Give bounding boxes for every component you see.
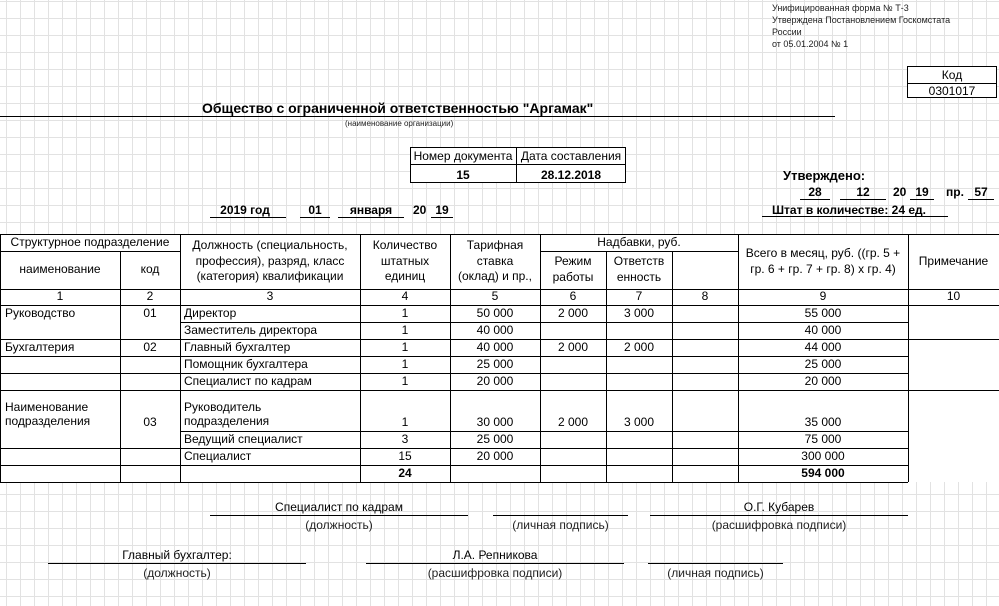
col-number: 10	[946, 289, 961, 303]
sig2-signature-line	[648, 563, 783, 564]
header-bonus: Надбавки, руб.	[540, 234, 738, 251]
row-position: Специалист	[184, 449, 252, 463]
sig1-position-hint: (должность)	[305, 518, 373, 532]
org-name-underline	[0, 116, 835, 117]
row-total: 75 000	[804, 432, 842, 446]
approved-label: Утверждено:	[783, 168, 866, 183]
approved-month: 12	[856, 185, 870, 199]
code-label: Код	[908, 67, 996, 84]
row-bonus-mode: 2 000	[557, 306, 589, 320]
header-total: Всего в месяц, руб. ((гр. 5 + гр. 6 + гр. 7 + гр. 8) х гр. 4)	[738, 234, 908, 289]
approved-year-prefix: 20	[893, 185, 907, 199]
period-year: 19	[435, 203, 449, 217]
row-code: 01	[143, 306, 157, 320]
row-rate: 30 000	[476, 415, 514, 429]
sig2-position-hint: (должность)	[143, 566, 211, 580]
row-total: 20 000	[804, 374, 842, 388]
form-note-line-2: Утверждена Постановлением Госкомстата	[772, 15, 951, 25]
form-note-line-4: от 05.01.2004 № 1	[772, 39, 849, 49]
row-rate: 25 000	[476, 432, 514, 446]
row-dept: Наименование подразделения	[5, 400, 91, 428]
staff-count: Штат в количестве: 24 ед.	[772, 203, 926, 217]
col-number: 6	[569, 289, 577, 303]
row-position: Ведущий специалист	[184, 432, 303, 446]
header-rate: Тарифная ставка (оклад) и пр.,	[450, 234, 540, 289]
row-rate: 25 000	[476, 357, 514, 371]
row-total: 55 000	[804, 306, 842, 320]
form-note-line-1: Унифицированная форма № Т-3	[772, 3, 909, 13]
row-rate: 50 000	[476, 306, 514, 320]
sig1-signature-hint: (личная подпись)	[512, 518, 609, 532]
row-bonus-resp: 2 000	[623, 340, 655, 354]
row-rate: 40 000	[476, 340, 514, 354]
row-total: 300 000	[801, 449, 845, 463]
row-count: 15	[398, 449, 412, 463]
header-bonus-mode: Режим работы	[540, 251, 606, 289]
row-position: Руководитель подразделения	[184, 400, 270, 428]
doc-number-label: Номер документа	[413, 149, 513, 163]
header-bonus-resp: Ответств енность	[606, 251, 672, 289]
row-count: 1	[401, 323, 409, 337]
period-year-text: 2019 год	[220, 203, 270, 217]
row-count: 1	[401, 415, 409, 429]
sig1-signature-line	[493, 515, 628, 516]
approved-day: 28	[808, 185, 822, 199]
col-number: 5	[491, 289, 499, 303]
row-total: 40 000	[804, 323, 842, 337]
row-position: Помощник бухгалтера	[184, 357, 308, 371]
row-rate: 20 000	[476, 449, 514, 463]
row-position: Специалист по кадрам	[184, 374, 312, 388]
col-number: 2	[146, 289, 154, 303]
col-number: 9	[819, 289, 827, 303]
approved-year: 19	[915, 185, 929, 199]
header-note: Примечание	[908, 234, 999, 289]
row-bonus-resp: 3 000	[623, 415, 655, 429]
row-total: 25 000	[804, 357, 842, 371]
col-number: 4	[401, 289, 409, 303]
sig1-name-hint: (расшифровка подписи)	[711, 518, 847, 532]
code-value: 0301017	[928, 84, 976, 98]
sig1-position: Специалист по кадрам	[275, 500, 403, 514]
header-count: Количество штатных единиц	[360, 234, 450, 289]
col-number: 8	[701, 289, 709, 303]
col-number: 1	[56, 289, 64, 303]
doc-date: 28.12.2018	[540, 168, 602, 182]
sig2-name-hint: (расшифровка подписи)	[427, 566, 563, 580]
row-bonus-mode: 2 000	[557, 415, 589, 429]
row-total: 35 000	[804, 415, 842, 429]
row-count: 1	[401, 357, 409, 371]
sig2-signature-hint: (личная подпись)	[667, 566, 764, 580]
row-code: 03	[143, 415, 157, 429]
sig1-name: О.Г. Кубарев	[743, 500, 815, 514]
row-rate: 20 000	[476, 374, 514, 388]
approved-order-no: 57	[974, 185, 988, 199]
doc-date-label: Дата составления	[520, 149, 622, 163]
header-name: наименование	[0, 251, 120, 289]
header-position: Должность (специальность, профессия), разряд, класс (категория) квалификации	[180, 234, 360, 289]
row-dept: Бухгалтерия	[5, 340, 75, 354]
period-day: 01	[308, 203, 322, 217]
org-name-hint: (наименование организации)	[345, 119, 454, 128]
total-sum: 594 000	[801, 466, 845, 480]
col-number: 7	[635, 289, 643, 303]
row-rate: 40 000	[476, 323, 514, 337]
period-month: января	[349, 203, 393, 217]
row-count: 3	[401, 432, 409, 446]
total-count: 24	[398, 466, 412, 480]
row-count: 1	[401, 340, 409, 354]
row-code: 02	[143, 340, 157, 354]
sig2-position: Главный бухгалтер:	[122, 548, 232, 562]
row-position: Заместитель директора	[184, 323, 318, 337]
header-code: код	[120, 251, 180, 289]
col-number: 3	[266, 289, 274, 303]
row-position: Главный бухгалтер	[184, 340, 291, 354]
header-struct: Структурное подразделение	[0, 234, 180, 251]
row-dept: Руководство	[5, 306, 76, 320]
row-position: Директор	[184, 306, 237, 320]
row-bonus-mode: 2 000	[557, 340, 589, 354]
row-bonus-resp: 3 000	[623, 306, 655, 320]
period-year-prefix: 20	[413, 203, 427, 217]
row-count: 1	[401, 306, 409, 320]
code-box	[907, 66, 997, 98]
sig2-name: Л.А. Репникова	[452, 548, 538, 562]
doc-number: 15	[456, 168, 470, 182]
row-count: 1	[401, 374, 409, 388]
row-total: 44 000	[804, 340, 842, 354]
org-name: Общество с ограниченной ответственностью "Аргамак"	[202, 100, 594, 116]
form-note-line-3: России	[772, 27, 802, 37]
approved-order-label: пр.	[946, 185, 964, 199]
